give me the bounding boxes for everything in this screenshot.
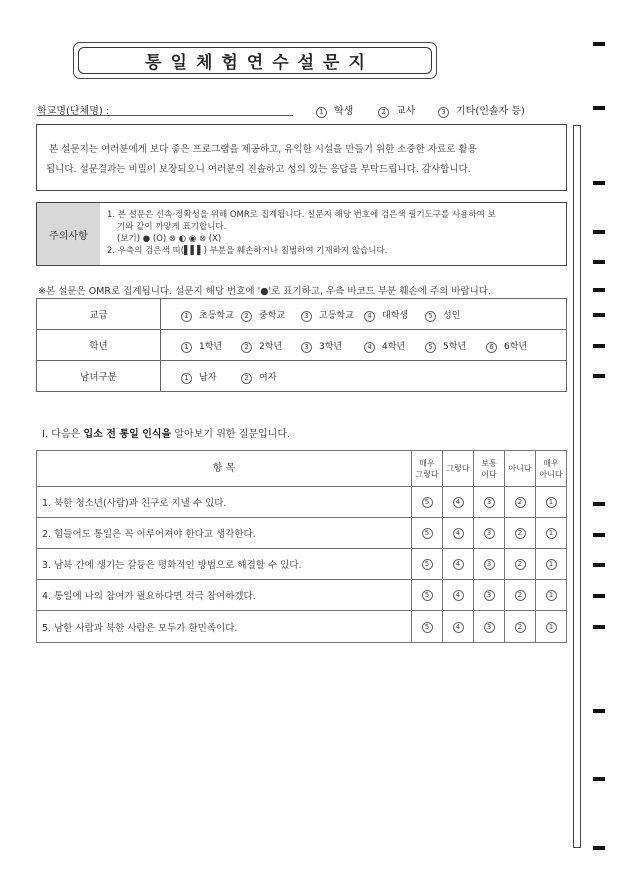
scale-header: 그렇다 — [443, 451, 474, 487]
answer-circle[interactable]: 4 — [453, 559, 464, 570]
answer-cell[interactable] — [474, 611, 505, 643]
grade-option[interactable]: 6 6학년 — [486, 339, 527, 353]
title-frame — [73, 42, 437, 79]
answer-cell[interactable] — [412, 549, 443, 580]
gender-option[interactable]: 2 여자 — [241, 370, 276, 384]
option-circle[interactable]: 1 — [316, 107, 327, 118]
grade-option[interactable]: 4 4학년 — [364, 339, 405, 353]
answer-cell[interactable] — [505, 549, 536, 580]
omr-timing-mark — [593, 374, 605, 378]
questions-table — [36, 450, 567, 643]
answer-cell[interactable] — [505, 611, 536, 643]
scale-header: 보통 이다 — [474, 451, 505, 487]
notice-line-2: 기와 같이 까맣게 표기합니다. — [117, 222, 227, 232]
option-circle[interactable]: 5 — [425, 311, 436, 322]
option-circle[interactable]: 2 — [378, 107, 389, 118]
answer-circle[interactable]: 1 — [546, 559, 557, 570]
option-circle[interactable]: 2 — [241, 311, 252, 322]
row-label-grade: 학년 — [37, 330, 161, 361]
answer-cell[interactable] — [536, 487, 567, 518]
option-circle[interactable]: 3 — [438, 107, 449, 118]
answer-circle[interactable]: 2 — [515, 559, 526, 570]
table-header-row — [37, 451, 567, 487]
respondent-row — [37, 102, 567, 118]
answer-circle[interactable]: 3 — [484, 559, 495, 570]
omr-timing-mark — [593, 288, 605, 292]
row-label-school-level: 교급 — [37, 299, 161, 330]
answer-cell[interactable] — [474, 580, 505, 611]
option-circle[interactable]: 1 — [181, 373, 192, 384]
option-circle[interactable]: 3 — [301, 342, 312, 353]
scale-header: 매우 아니다 — [536, 451, 567, 487]
answer-cell[interactable] — [412, 580, 443, 611]
scale-header: 매우 그렇다 — [412, 451, 443, 487]
school-level-option[interactable]: 5 성인 — [425, 308, 460, 322]
grade-option[interactable]: 1 1학년 — [181, 339, 222, 353]
answer-cell[interactable] — [474, 549, 505, 580]
page-title: 통일체험연수설문지 — [145, 53, 374, 73]
notice-line-1: 1. 본 설문은 신속·정확성을 위해 OMR로 집계됩니다. 설문지 해당 번호에 검은색 필기도구를 사용하여 보 — [107, 210, 496, 220]
table-row — [37, 580, 567, 611]
school-level-option[interactable]: 4 대학생 — [364, 308, 408, 322]
answer-cell[interactable] — [474, 487, 505, 518]
demographics-table — [36, 298, 567, 392]
grade-option[interactable]: 2 2학년 — [241, 339, 282, 353]
answer-circle[interactable]: 4 — [453, 528, 464, 539]
intro-box — [36, 124, 567, 191]
intro-line-2: 됩니다. 설문결과는 비밀이 보장되오니 여러분의 진솔하고 성의 있는 응답을 부탁드립니다. 감사합니다. — [46, 164, 471, 175]
table-row — [37, 361, 567, 392]
option-circle[interactable]: 6 — [486, 342, 497, 353]
answer-cell[interactable] — [536, 580, 567, 611]
option-circle[interactable]: 4 — [364, 311, 375, 322]
notice-example: (보기) ● (O) ⊗ ◐ ◉ ⊗ (X) — [117, 234, 222, 244]
omr-timing-mark — [593, 594, 605, 598]
omr-timing-mark — [593, 777, 605, 781]
option-circle[interactable]: 3 — [301, 311, 312, 322]
answer-cell[interactable] — [536, 611, 567, 643]
answer-cell[interactable] — [412, 487, 443, 518]
option-circle[interactable]: 1 — [181, 311, 192, 322]
answer-cell[interactable] — [505, 518, 536, 549]
answer-circle[interactable]: 2 — [515, 497, 526, 508]
answer-cell[interactable] — [443, 549, 474, 580]
table-row — [37, 299, 567, 330]
table-row — [37, 518, 567, 549]
respondent-option-other[interactable] — [438, 102, 525, 118]
school-name-field[interactable] — [37, 115, 293, 116]
omr-timing-mark — [593, 106, 605, 110]
answer-circle[interactable]: 3 — [484, 622, 495, 633]
answer-cell[interactable] — [412, 518, 443, 549]
option-circle[interactable]: 1 — [181, 342, 192, 353]
option-label: 교사 — [396, 106, 416, 117]
answer-cell[interactable] — [443, 580, 474, 611]
answer-cell[interactable] — [474, 518, 505, 549]
respondent-option-teacher[interactable] — [378, 102, 415, 118]
omr-timing-mark — [593, 625, 605, 629]
answer-circle[interactable]: 5 — [422, 559, 433, 570]
answer-circle[interactable]: 5 — [422, 590, 433, 601]
question-text: 3. 남북 간에 생기는 갈등은 평화적인 방법으로 해결할 수 있다. — [37, 549, 412, 580]
answer-circle[interactable]: 3 — [484, 497, 495, 508]
notice-line-3: 2. 우측의 검은색 띠(▌▌▌) 부분을 훼손하거나 침범하여 기재하지 않습니다. — [107, 246, 388, 256]
answer-circle[interactable]: 5 — [422, 497, 433, 508]
omr-timing-mark — [593, 709, 605, 713]
table-row — [37, 487, 567, 518]
item-header: 항 목 — [37, 451, 412, 487]
question-text: 5. 남한 사람과 북한 사람은 모두가 한민족이다. — [37, 611, 412, 643]
omr-timing-mark — [593, 846, 605, 850]
option-circle[interactable]: 2 — [241, 373, 252, 384]
option-circle[interactable]: 5 — [425, 342, 436, 353]
title-inner-frame — [78, 47, 432, 74]
answer-circle[interactable]: 4 — [453, 497, 464, 508]
answer-circle[interactable]: 3 — [484, 528, 495, 539]
omr-timing-mark — [593, 563, 605, 567]
answer-cell[interactable] — [443, 518, 474, 549]
intro-line-1: 본 설문지는 여러분에게 보다 좋은 프로그램을 제공하고, 유익한 시설을 만들기 위한 소중한 자료로 활용 — [49, 144, 477, 155]
school-name-label: 학교명(단체명) : — [37, 106, 110, 117]
question-text: 2. 힘들어도 통일은 꼭 이루어져야 한다고 생각한다. — [37, 518, 412, 549]
answer-cell[interactable] — [505, 580, 536, 611]
option-label: 학생 — [334, 106, 354, 117]
school-level-options — [161, 299, 567, 330]
omr-timing-mark — [593, 344, 605, 348]
answer-circle[interactable]: 1 — [546, 497, 557, 508]
answer-cell[interactable] — [536, 518, 567, 549]
omr-timing-mark — [593, 260, 605, 264]
answer-circle[interactable]: 3 — [484, 590, 495, 601]
answer-circle[interactable]: 2 — [515, 528, 526, 539]
notice-label: 주의사항 — [37, 203, 100, 265]
section-title: Ⅰ. 다음은 입소 전 통일 인식을 알아보기 위한 질문입니다. — [42, 429, 291, 440]
row-label-gender: 남녀구분 — [37, 361, 161, 392]
omr-timing-mark — [593, 533, 605, 537]
omr-side-frame — [573, 125, 581, 848]
omr-timing-mark — [593, 313, 605, 317]
grade-option[interactable]: 3 3학년 — [301, 339, 342, 353]
option-label: 기타(인솔자 등) — [456, 106, 525, 117]
school-level-option[interactable]: 1 초등학교 — [181, 308, 234, 322]
omr-timing-mark — [593, 502, 605, 506]
answer-cell[interactable] — [505, 487, 536, 518]
answer-cell[interactable] — [443, 611, 474, 643]
answer-cell[interactable] — [412, 611, 443, 643]
school-level-option[interactable]: 2 중학교 — [241, 308, 285, 322]
answer-cell[interactable] — [536, 549, 567, 580]
answer-cell[interactable] — [443, 487, 474, 518]
answer-circle[interactable]: 1 — [546, 528, 557, 539]
omr-timing-mark — [593, 42, 605, 46]
gender-options — [161, 361, 567, 392]
gender-option[interactable]: 1 남자 — [181, 370, 216, 384]
question-text: 1. 북한 청소년(사람)과 친구로 지낼 수 있다. — [37, 487, 412, 518]
grade-option[interactable]: 5 5학년 — [425, 339, 466, 353]
table-row — [37, 611, 567, 643]
grade-options — [161, 330, 567, 361]
scale-header: 아니다 — [505, 451, 536, 487]
omr-timing-mark — [593, 230, 605, 234]
omr-timing-mark — [593, 181, 605, 185]
notice-body — [107, 209, 562, 257]
table-row — [37, 549, 567, 580]
table-row — [37, 330, 567, 361]
question-text: 4. 통일에 나의 참여가 필요하다면 적극 참여하겠다. — [37, 580, 412, 611]
answer-circle[interactable]: 2 — [515, 622, 526, 633]
answer-circle[interactable]: 4 — [453, 590, 464, 601]
answer-circle[interactable]: 5 — [422, 528, 433, 539]
school-level-option[interactable]: 3 고등학교 — [301, 308, 354, 322]
answer-circle[interactable]: 1 — [546, 590, 557, 601]
respondent-option-student[interactable] — [316, 102, 353, 118]
answer-circle[interactable]: 5 — [422, 622, 433, 633]
option-circle[interactable]: 4 — [364, 342, 375, 353]
answer-circle[interactable]: 1 — [546, 622, 557, 633]
option-circle[interactable]: 2 — [241, 342, 252, 353]
omr-note: ※본 설문은 OMR로 집계됩니다. 설문지 해당 번호에 '●'로 표기하고, 우측 바코드 부분 훼손에 주의 바랍니다. — [38, 286, 491, 297]
answer-circle[interactable]: 2 — [515, 590, 526, 601]
notice-box — [36, 202, 567, 266]
answer-circle[interactable]: 4 — [453, 622, 464, 633]
